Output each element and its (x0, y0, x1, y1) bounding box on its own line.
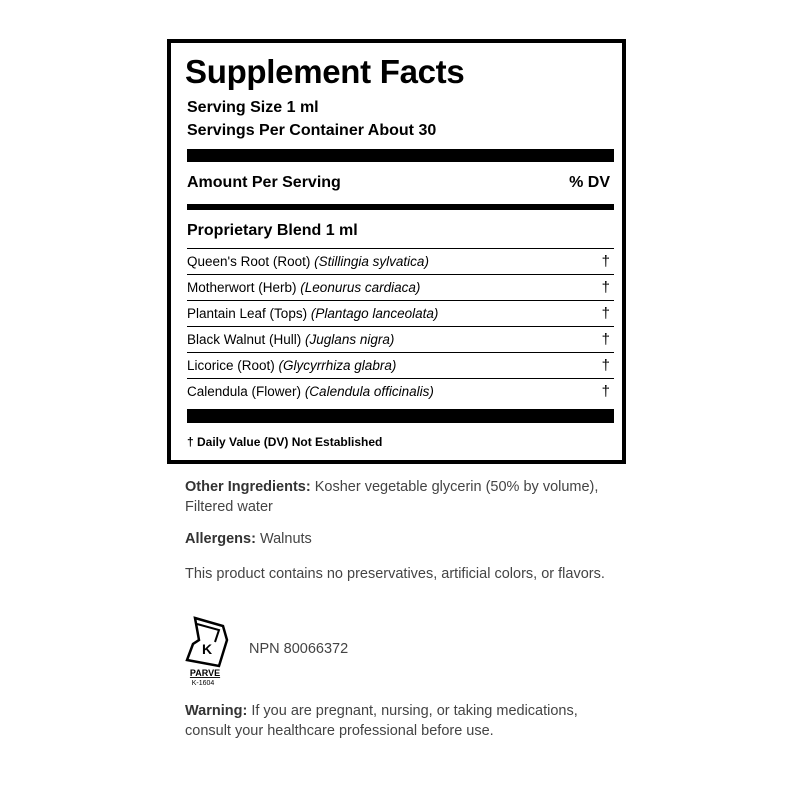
ingredient-row (187, 275, 614, 301)
dv-dagger: † (601, 279, 610, 296)
parve-label: PARVE (189, 668, 221, 678)
ingredient-name: Plantain Leaf (Tops) (187, 306, 308, 321)
dv-dagger: † (601, 331, 610, 348)
dv-footnote: † Daily Value (DV) Not Established (187, 435, 383, 449)
warning (185, 701, 615, 741)
ingredient-latin-name: (Stillingia sylvatica) (314, 254, 429, 269)
dv-header: % DV (569, 174, 610, 191)
kosher-code: K-1604 (191, 680, 215, 686)
medium-divider (187, 204, 614, 210)
dv-dagger: † (601, 253, 610, 270)
ingredient-name: Licorice (Root) (187, 358, 275, 373)
ingredient-name: Black Walnut (Hull) (187, 332, 302, 347)
dv-dagger: † (601, 357, 610, 374)
allergens-label: Allergens: (185, 531, 256, 547)
ingredient-latin-name: (Glycyrrhiza glabra) (278, 358, 397, 373)
ingredient-name: Motherwort (Herb) (187, 280, 297, 295)
warning-text: If you are pregnant, nursing, or taking medications, consult your healthcare professional before use. (185, 703, 578, 739)
other-ingredients (185, 477, 615, 517)
ingredient-name: Calendula (Flower) (187, 384, 302, 399)
ingredient-latin-name: (Plantago lanceolata) (310, 306, 439, 321)
warning-label: Warning: (185, 703, 248, 719)
servings-per-container: Servings Per Container About 30 (187, 122, 437, 139)
facts-title: Supplement Facts (185, 53, 465, 90)
ingredient-latin-name: (Calendula officinalis) (304, 384, 434, 399)
amount-per-serving-label: Amount Per Serving (187, 174, 341, 191)
ingredient-row (187, 353, 614, 379)
ingredient-row (187, 379, 614, 404)
kosher-symbol: K (201, 641, 213, 657)
supplement-facts-panel (167, 39, 626, 464)
allergens-text: Walnuts (259, 531, 312, 547)
dv-dagger: † (601, 383, 610, 400)
other-ingredients-label: Other Ingredients: (185, 479, 311, 495)
thick-divider (187, 149, 614, 162)
ingredient-row (187, 301, 614, 327)
ingredient-latin-name: (Leonurus cardiaca) (300, 280, 421, 295)
npn-number: NPN 80066372 (249, 641, 349, 657)
blend-title: Proprietary Blend 1 ml (187, 222, 358, 239)
other-ingredients-text: Kosher vegetable glycerin (50% by volume), Filtered water (185, 479, 599, 515)
preservatives-note: This product contains no preservatives, artificial colors, or flavors. (185, 566, 605, 582)
allergens (185, 529, 615, 549)
serving-size: Serving Size 1 ml (187, 99, 319, 116)
kosher-parve-icon (183, 616, 231, 686)
thick-divider-bottom (187, 409, 614, 423)
ingredient-row (187, 327, 614, 353)
ingredient-latin-name: (Juglans nigra) (305, 332, 395, 347)
ingredient-name: Queen's Root (Root) (187, 254, 311, 269)
dv-dagger: † (601, 305, 610, 322)
ingredient-list (187, 248, 614, 404)
ingredient-row (187, 249, 614, 275)
